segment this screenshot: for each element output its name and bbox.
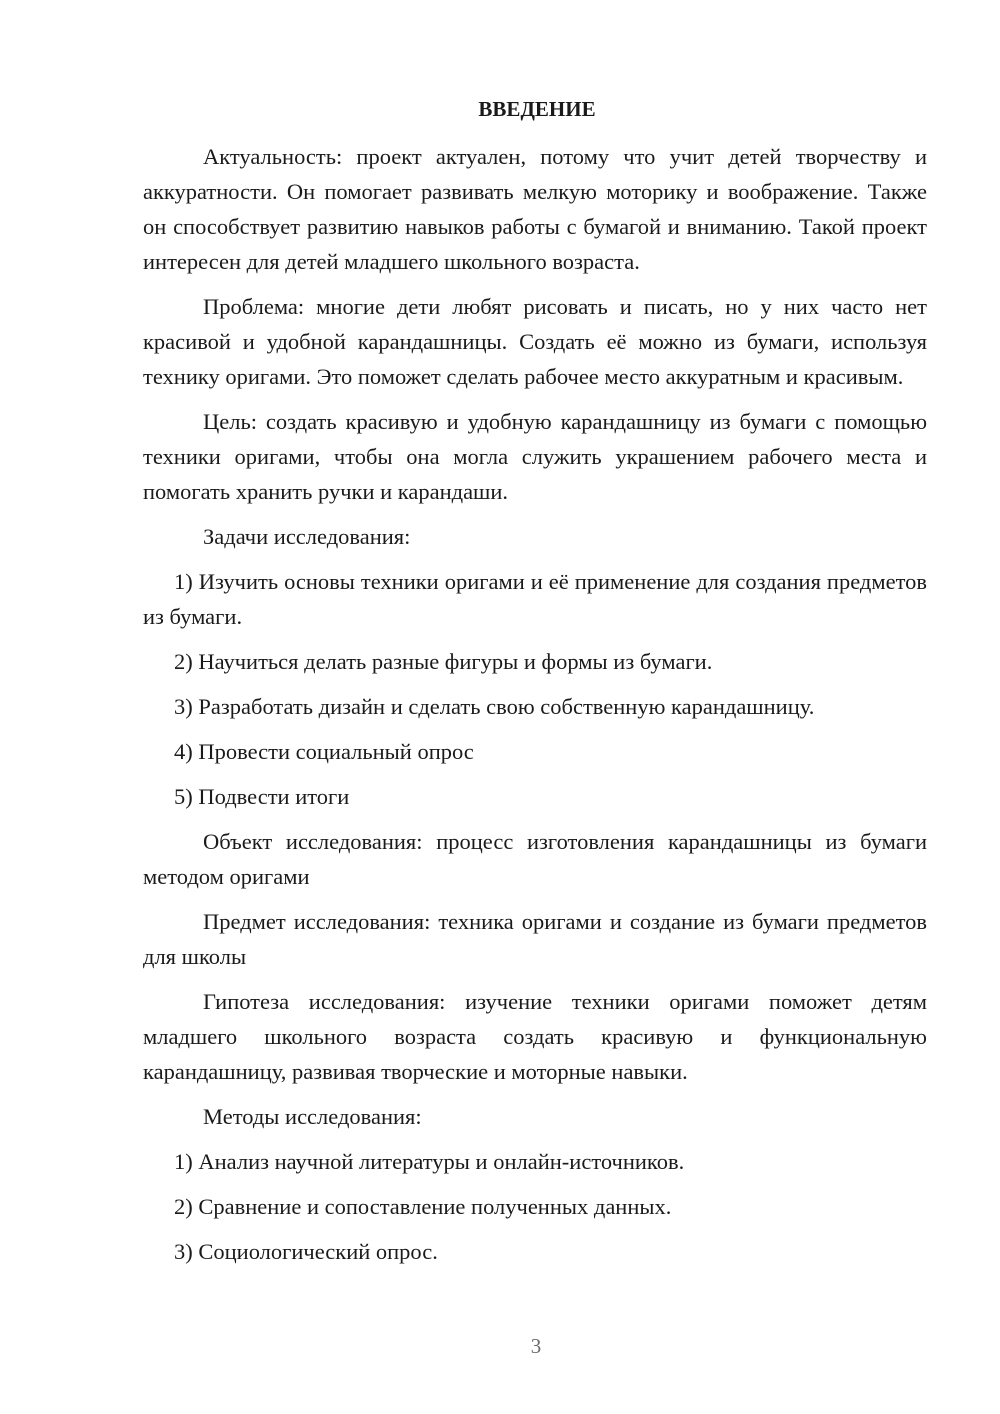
tasks-heading: Задачи исследования: <box>203 524 411 549</box>
page-content <box>143 92 927 1279</box>
methods-heading: Методы исследования: <box>203 1104 422 1129</box>
problem-paragraph: Проблема: многие дети любят рисовать и писать, но у них часто нет красивой и удобной карандашницы. Создать её можно из бумаги, используя технику оригами. Это поможет сделать рабочее место аккуратным и красивым. <box>143 294 927 389</box>
subject-paragraph: Предмет исследования: техника оригами и создание из бумаги предметов для школы <box>143 909 927 969</box>
task-item: 5) Подвести итоги <box>174 784 350 809</box>
page-number: 3 <box>530 1334 542 1358</box>
method-item: 3) Социологический опрос. <box>174 1239 438 1264</box>
task-item: 4) Провести социальный опрос <box>174 739 474 764</box>
method-item: 1) Анализ научной литературы и онлайн-источников. <box>174 1149 685 1174</box>
hypothesis-paragraph: Гипотеза исследования: изучение техники оригами поможет детям младшего школьного возраста создать красивую и функциональную карандашницу, развивая творческие и моторные навыки. <box>143 989 927 1084</box>
task-item: 2) Научиться делать разные фигуры и формы из бумаги. <box>174 649 713 674</box>
task-item: 3) Разработать дизайн и сделать свою собственную карандашницу. <box>174 694 815 719</box>
task-item: 1) Изучить основы техники оригами и её применение для создания предметов из бумаги. <box>143 569 927 629</box>
method-item: 2) Сравнение и сопоставление полученных данных. <box>174 1194 672 1219</box>
object-paragraph: Объект исследования: процесс изготовления карандашницы из бумаги методом оригами <box>143 829 927 889</box>
goal-paragraph: Цель: создать красивую и удобную карандашницу из бумаги с помощью техники оригами, чтобы она могла служить украшением рабочего места и помогать хранить ручки и карандаши. <box>143 409 927 504</box>
page-title: ВВЕДЕНИЕ <box>478 97 596 121</box>
relevance-paragraph: Актуальность: проект актуален, потому что учит детей творчеству и аккуратности. Он помогает развивать мелкую моторику и воображение. Также он способствует развитию навыков работы с бумагой и вниманию. Такой проект интересен для детей младшего школьного возраста. <box>143 144 927 274</box>
